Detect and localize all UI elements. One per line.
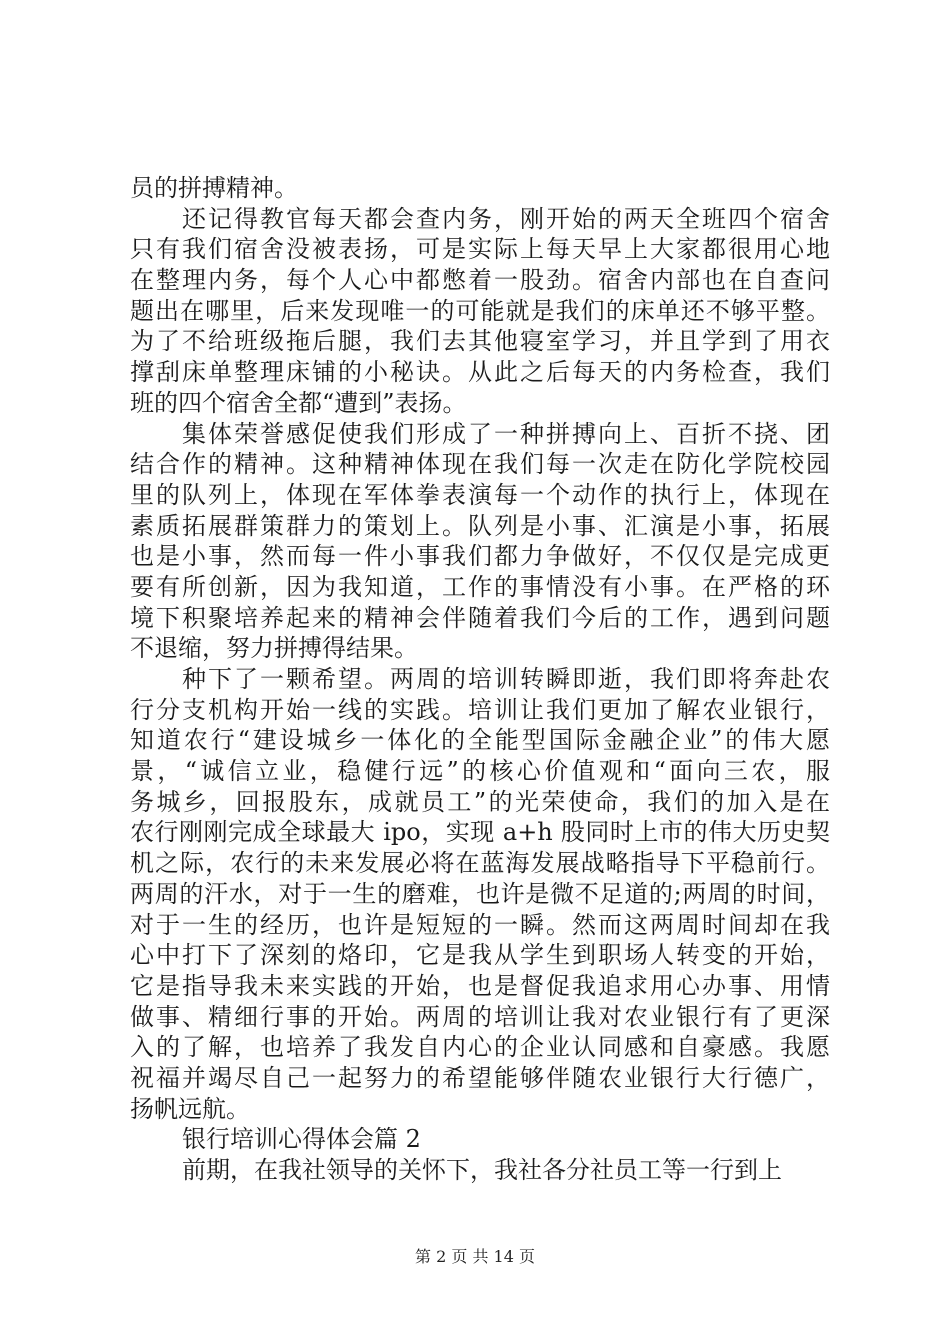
text-line: 做事、精细行事的开始。两周的培训让我对农业银行有了更深 (130, 1002, 830, 1031)
text-line: 结合作的精神。这种精神体现在我们每一次走在防化学院校园 (130, 450, 830, 479)
text-line: 前期，在我社领导的关怀下，我社各分社员工等一行到上 (182, 1156, 782, 1184)
text-line: 农行刚刚完成全球最大 ipo，实现 a+h 股同时上市的伟大历史契 (130, 818, 830, 847)
text-line: 景，“诚信立业，稳健行远”的核心价值观和“面向三农，服 (130, 757, 830, 786)
text-line: 机之际，农行的未来发展必将在蓝海发展战略指导下平稳前行。 (130, 849, 830, 878)
text-line: 员的拼搏精神。 (130, 174, 298, 202)
text-line: 两周的汗水，对于一生的磨难，也许是微不足道的;两周的时间， (130, 879, 830, 908)
document-body (130, 173, 830, 1186)
text-line: 祝福并竭尽自己一起努力的希望能够伴随农业银行大行德广， (130, 1063, 830, 1092)
text-line: 素质拓展群策群力的策划上。队列是小事、汇演是小事，拓展 (130, 511, 830, 540)
text-line: 务城乡，回报股东，成就员工”的光荣使命，我们的加入是在 (130, 787, 830, 816)
text-line: 扬帆远航。 (130, 1094, 250, 1123)
text-line: 入的了解，也培养了我发自内心的企业认同感和自豪感。我愿 (130, 1033, 830, 1062)
text-line: 撑刮床单整理床铺的小秘诀。从此之后每天的内务检查，我们 (130, 358, 830, 387)
text-line: 要有所创新，因为我知道，工作的事情没有小事。在严格的环 (130, 572, 830, 601)
text-line: 只有我们宿舍没被表扬，可是实际上每天早上大家都很用心地 (130, 235, 830, 264)
text-line: 知道农行“建设城乡一体化的全能型国际金融企业”的伟大愿 (130, 726, 830, 755)
text-line: 对于一生的经历，也许是短短的一瞬。然而这两周时间却在我 (130, 910, 830, 939)
text-line: 也是小事，然而每一件小事我们都力争做好，不仅仅是完成更 (130, 542, 830, 571)
text-line: 不退缩，努力拼搏得结果。 (130, 634, 418, 663)
text-line: 班的四个宿舍全都“遭到”表扬。 (130, 388, 467, 417)
text-line: 里的队列上，体现在军体拳表演每一个动作的执行上，体现在 (130, 480, 830, 509)
text-line: 心中打下了深刻的烙印，它是我从学生到职场人转变的开始， (130, 941, 830, 970)
text-line: 境下积聚培养起来的精神会伴随着我们今后的工作，遇到问题 (130, 603, 830, 632)
text-line: 种下了一颗希望。两周的培训转瞬即逝，我们即将奔赴农 (182, 665, 830, 693)
text-line: 题出在哪里，后来发现唯一的可能就是我们的床单还不够平整。 (130, 296, 830, 325)
section-heading: 银行培训心得体会篇 2 (182, 1125, 421, 1154)
text-line: 集体荣誉感促使我们形成了一种拼搏向上、百折不挠、团 (182, 419, 830, 448)
text-line: 为了不给班级拖后腿，我们去其他寝室学习，并且学到了用衣 (130, 327, 830, 356)
text-line: 还记得教官每天都会查内务，刚开始的两天全班四个宿舍 (182, 204, 830, 233)
page-footer: 第 2 页 共 14 页 (415, 1247, 535, 1266)
text-line: 行分支机构开始一线的实践。培训让我们更加了解农业银行， (130, 695, 830, 724)
text-line: 它是指导我未来实践的开始，也是督促我追求用心办事、用情 (130, 971, 830, 1000)
text-line: 在整理内务，每个人心中都憋着一股劲。宿舍内部也在自查问 (130, 266, 830, 295)
